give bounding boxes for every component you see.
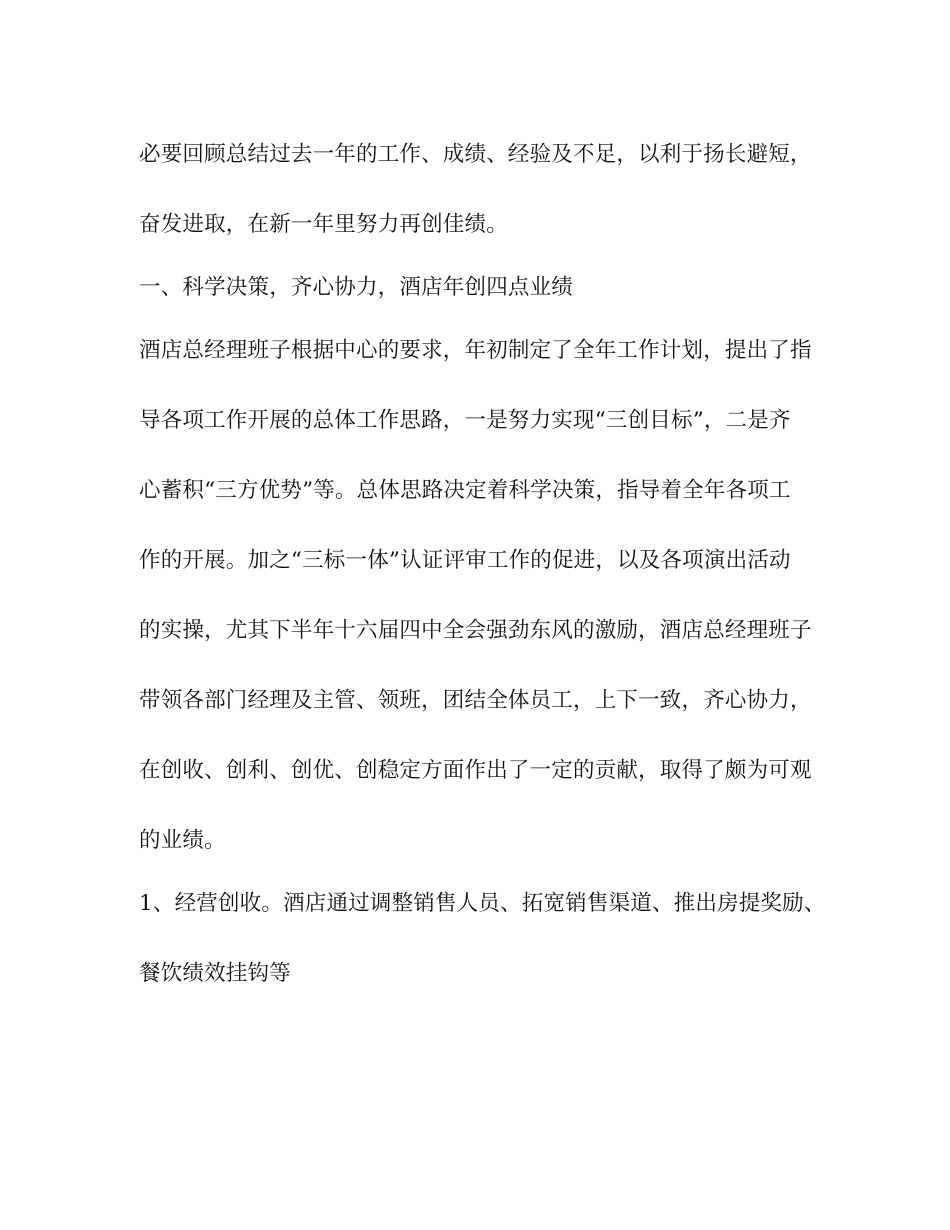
section-heading: 一、科学决策，齐心协力，酒店年创四点业绩 [139,275,574,300]
paragraph-main-line-3: 心蓄积“三方优势”等。总体思路决定着科学决策，指导着全年各项工 [139,478,791,503]
paragraph-main-line-6: 带领各部门经理及主管、领班，团结全体员工，上下一致，齐心协力， [139,688,812,713]
paragraph-main-line-4: 作的开展。加之“三标一体”认证评审工作的促进，以及各项演出活动 [139,548,791,573]
paragraph-main-line-1: 酒店总经理班子根据中心的要求，年初制定了全年工作计划，提出了指 [139,338,812,363]
paragraph-main-line-7: 在创收、创利、创优、创稳定方面作出了一定的贡献，取得了颇为可观 [139,758,812,783]
paragraph-intro-line-1: 必要回顾总结过去一年的工作、成绩、经验及不足，以利于扬长避短， [139,142,812,167]
paragraph-main-line-8: 的业绩。 [139,828,226,853]
paragraph-intro-line-2: 奋发进取，在新一年里努力再创佳绩。 [139,212,508,237]
paragraph-main-line-5: 的实操，尤其下半年十六届四中全会强劲东风的激励，酒店总经理班子 [139,618,812,643]
paragraph-main-line-2: 导各项工作开展的总体工作思路，一是努力实现“三创目标”，二是齐 [139,408,791,433]
list-item-1-line-1: 1、经营创收。酒店通过调整销售人员、拓宽销售渠道、推出房提奖励、 [139,891,826,916]
list-item-1-line-2: 餐饮绩效挂钩等 [139,961,291,986]
